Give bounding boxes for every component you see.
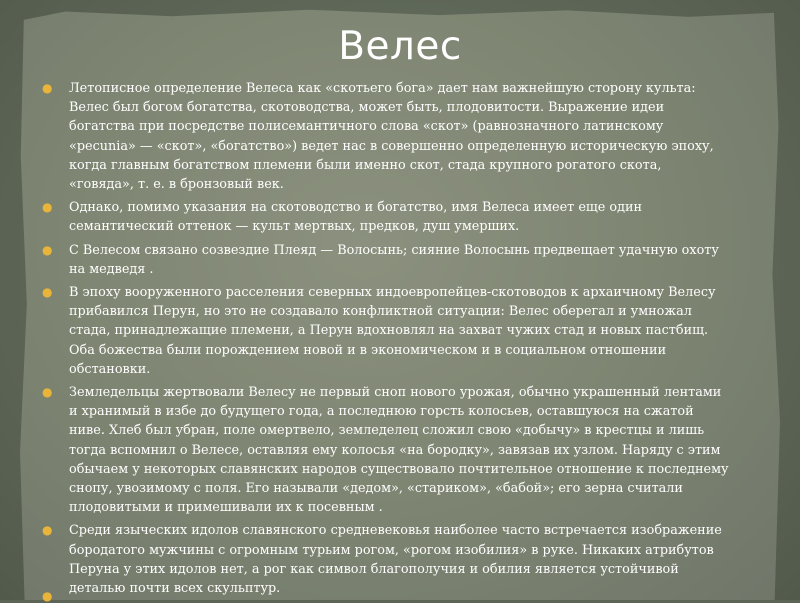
- empty-bullet-icon: ●: [42, 589, 53, 603]
- list-item: [40, 383, 730, 517]
- paragraph-text: Однако, помимо указания на скотоводство и богатство, имя Велеса имеет еще один семантический оттенок — культ мертвых, предков, душ умерших.: [69, 200, 643, 235]
- slide-title: Велес: [338, 24, 462, 69]
- bullet-list: [40, 79, 730, 602]
- list-item: [40, 521, 730, 598]
- bullet-icon: ●: [42, 81, 53, 95]
- list-item: [40, 198, 730, 236]
- list-item: [40, 283, 730, 379]
- bullet-icon: ●: [42, 385, 53, 400]
- bullet-icon: ●: [42, 285, 53, 300]
- bullet-icon: ●: [42, 242, 53, 257]
- bullet-icon: ●: [42, 523, 53, 538]
- paragraph-text: В эпоху вооруженного расселения северных индоевропейцев-скотоводов к архаичному Велесу прибавился Перун, но это не создавало конфликтной ситуации: Велес оберегал и умножал стада, принадлежащие племени, а Перун вдохновлял на захват чужих стад и новых пастбищ. Оба божества были порождением новой и в экономическом и в социальном отношении обстановки.: [69, 285, 716, 377]
- paragraph-text: Летописное определение Велеса как «скотьего бога» дает нам важнейшую сторону культа: Велес был богом богатства, скотоводства, может быть, плодовитости. Выражение идеи богатства при посредстве полисемантичного слова «скот» (равнозначного латинскому «pecunia» — «скот», «богатство») ведет нас в совершенно определенную историческую эпоху, когда главным богатством племени были именно скот, стада крупного рогатого скота, «говяда», т. е. в бронзовый век.: [69, 81, 714, 193]
- list-item: [40, 79, 730, 194]
- paragraph-text: С Велесом связано созвездие Плеяд — Волосынь; сияние Волосынь предвещает удачную охоту на медведя .: [69, 242, 719, 277]
- bullet-icon: ●: [42, 200, 53, 215]
- list-item: [40, 241, 730, 279]
- paragraph-text: Земледельцы жертвовали Велесу не первый сноп нового урожая, обычно украшенный лентами и хранимый в избе до будущего года, а последнюю горсть колосьев, оставшуюся на сжатой ниве. Хлеб был убран, поле омертвело, земледелец сложил свою «добычу» в крестцы и лишь тогда вспомнил о Велесе, оставляя ему колосья «на бородку», завязав их узлом. Наряду с этим обычаем у некоторых славянских народов существовало почтительное отношение к последнему снопу, увозимому с поля. Его называли «дедом», «стариком», «бабой»; его зерна считали плодовитыми и примешивали их к посевным .: [69, 385, 729, 516]
- paragraph-text: Среди языческих идолов славянского средневековья наиболее часто встречается изображение бородатого мужчины с огромным турьим рогом, «рогом изобилия» в руке. Никаких атрибутов Перуна у этих идолов нет, а рог как символ благополучия и обилия является устойчивой деталью почти всех скульптур.: [69, 523, 722, 597]
